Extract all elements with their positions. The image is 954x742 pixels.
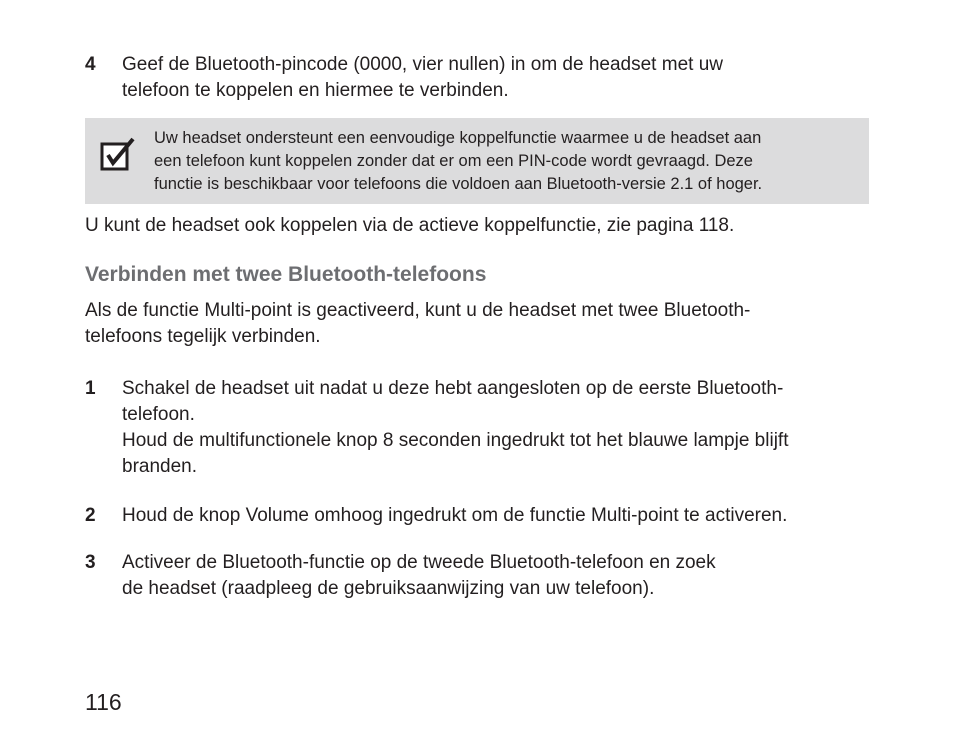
- note-text: [154, 127, 854, 196]
- step-line: de headset (raadpleeg de gebruiksaanwijzing van uw telefoon).: [122, 578, 655, 599]
- intro-line: telefoons tegelijk verbinden.: [85, 326, 321, 347]
- step-line: telefoon te koppelen en hiermee te verbinden.: [122, 80, 509, 101]
- step-line: Schakel de headset uit nadat u deze hebt aangesloten op de eerste Bluetooth-: [122, 378, 784, 399]
- section-heading: Verbinden met twee Bluetooth-telefoons: [85, 263, 487, 286]
- step-text: [122, 503, 875, 529]
- step-number: 1: [85, 378, 96, 399]
- step-number: 4: [85, 54, 96, 75]
- step-4: [85, 52, 875, 104]
- step-3: [85, 550, 875, 602]
- intro-line: Als de functie Multi-point is geactiveerd, kunt u de headset met twee Bluetooth-: [85, 300, 751, 321]
- step-number: 2: [85, 505, 96, 526]
- page-number: 116: [85, 689, 122, 715]
- active-pairing-paragraph: U kunt de headset ook koppelen via de actieve koppelfunctie, zie pagina 118.: [85, 215, 735, 236]
- step-line: telefoon.: [122, 404, 195, 425]
- step-line: Geef de Bluetooth-pincode (0000, vier nullen) in om de headset met uw: [122, 54, 723, 75]
- step-line: branden.: [122, 456, 198, 477]
- step-number: 3: [85, 552, 96, 573]
- note-line: functie is beschikbaar voor telefoons die voldoen aan Bluetooth-versie 2.1 of hoger.: [154, 175, 763, 193]
- step-line: Activeer de Bluetooth-functie op de tweede Bluetooth-telefoon en zoek: [122, 552, 716, 573]
- checkbox-check-icon: [100, 135, 136, 171]
- step-2: [85, 503, 875, 529]
- step-line: Houd de multifunctionele knop 8 seconden ingedrukt tot het blauwe lampje blijft: [122, 430, 789, 451]
- step-text: [122, 376, 875, 480]
- section-intro: [85, 298, 875, 350]
- step-1: [85, 376, 875, 480]
- step-text: [122, 52, 875, 104]
- note-line: Uw headset ondersteunt een eenvoudige koppelfunctie waarmee u de headset aan: [154, 129, 762, 147]
- step-text: [122, 550, 875, 602]
- step-line: Houd de knop Volume omhoog ingedrukt om de functie Multi-point te activeren.: [122, 505, 788, 526]
- note-line: een telefoon kunt koppelen zonder dat er om een PIN-code wordt gevraagd. Deze: [154, 152, 753, 170]
- note-box: [85, 118, 869, 204]
